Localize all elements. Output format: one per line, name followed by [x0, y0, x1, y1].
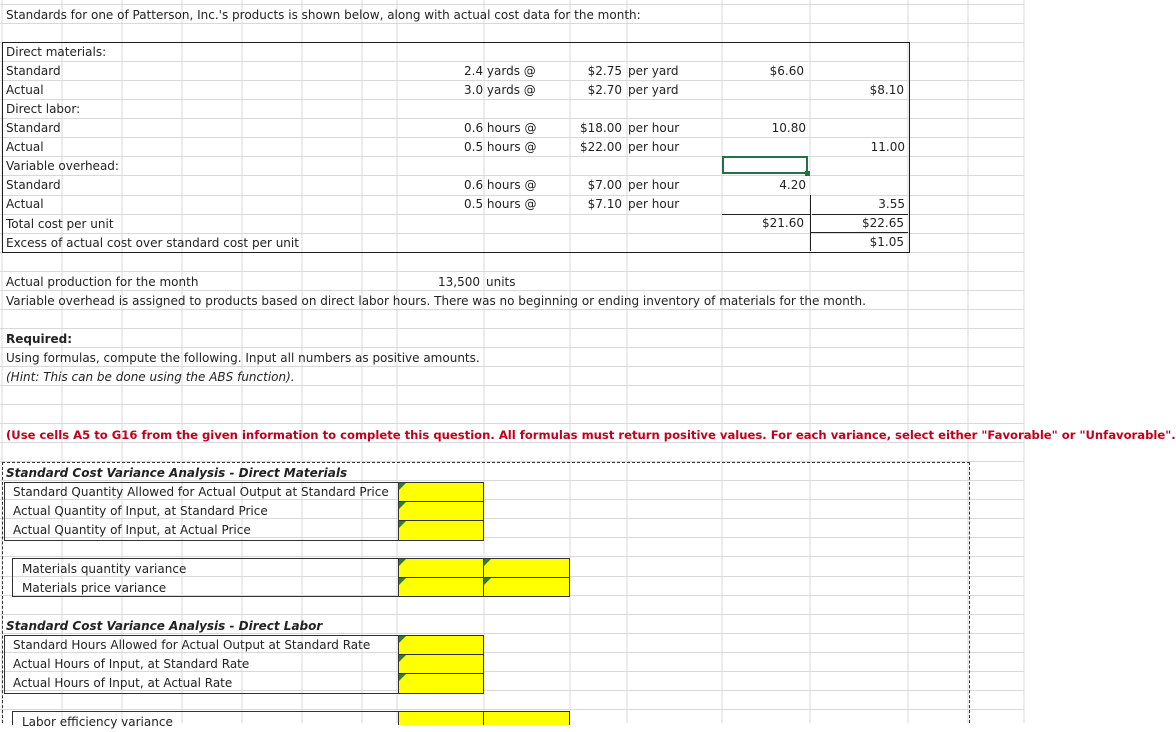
intro-text: Standards for one of Patterson, Inc.'s products is shown below, along with actual cost data for the month:	[6, 8, 641, 22]
materials-quantity-variance-type-select[interactable]	[483, 558, 570, 578]
materials-act-qty-act-price-input[interactable]	[398, 520, 484, 541]
total-act[interactable]: $22.65	[862, 216, 904, 230]
dm-std-price[interactable]: $2.75	[587, 64, 622, 78]
selected-cell[interactable]	[722, 156, 808, 174]
formula-indicator-icon	[484, 578, 491, 585]
labor-efficiency-variance-type-select[interactable]	[483, 711, 570, 725]
production-label: Actual production for the month	[6, 275, 199, 289]
vo-act-unit: per hour	[628, 197, 680, 211]
total-std[interactable]: $21.60	[762, 216, 804, 230]
dm-std-total[interactable]: $6.60	[769, 64, 804, 78]
subtotal-underline-std	[722, 214, 810, 215]
labor-row-act-hours-std-rate: Actual Hours of Input, at Standard Rate	[13, 657, 250, 671]
labor-std-hours-input[interactable]	[398, 635, 484, 655]
dl-std-label: Standard	[6, 121, 61, 135]
formula-indicator-icon	[399, 483, 406, 490]
instruction-text: (Use cells A5 to G16 from the given information to complete this question. All formulas must return positive values. For each variance, select either "Favorable" or "Unfavorable".	[6, 428, 1176, 442]
materials-act-qty-std-price-input[interactable]	[398, 501, 484, 521]
formula-indicator-icon	[399, 636, 406, 643]
formula-indicator-icon	[399, 559, 406, 566]
dm-std-label: Standard	[6, 64, 61, 78]
required-hint: (Hint: This can be done using the ABS function).	[6, 370, 295, 384]
excess-label: Excess of actual cost over standard cost per unit	[6, 236, 299, 250]
vo-std-label: Standard	[6, 178, 61, 192]
materials-row-act-qty-std-price: Actual Quantity of Input, at Standard Price	[13, 504, 268, 518]
vo-act-qty[interactable]: 0.5 hours @	[464, 197, 537, 211]
dl-std-total[interactable]: 10.80	[771, 121, 806, 135]
vo-std-total[interactable]: 4.20	[779, 178, 806, 192]
labor-efficiency-variance-label: Labor efficiency variance	[22, 715, 173, 729]
answer-area-top-border	[2, 462, 970, 463]
dl-act-total[interactable]: 11.00	[870, 140, 905, 154]
materials-quantity-variance-label: Materials quantity variance	[22, 562, 187, 576]
vo-act-label: Actual	[6, 197, 44, 211]
labor-row-act-hours-act-rate: Actual Hours of Input, at Actual Rate	[13, 676, 233, 690]
labor-row-std-hours: Standard Hours Allowed for Actual Output at Standard Rate	[13, 638, 371, 652]
production-unit: units	[486, 275, 516, 289]
vo-std-price[interactable]: $7.00	[587, 178, 622, 192]
formula-indicator-icon	[399, 502, 406, 509]
excess-value[interactable]: $1.05	[869, 235, 904, 249]
vo-act-total[interactable]: 3.55	[878, 197, 905, 211]
fill-handle[interactable]	[805, 171, 810, 176]
dm-act-unit: per yard	[628, 83, 679, 97]
dm-std-unit: per yard	[628, 64, 679, 78]
dl-std-unit: per hour	[628, 121, 680, 135]
labor-efficiency-variance-input[interactable]	[398, 711, 484, 725]
materials-std-qty-input[interactable]	[398, 482, 484, 502]
vo-std-qty[interactable]: 0.6 hours @	[464, 178, 537, 192]
formula-indicator-icon	[484, 559, 491, 566]
dl-std-qty[interactable]: 0.6 hours @	[464, 121, 537, 135]
dm-act-qty[interactable]: 3.0 yards @	[464, 83, 536, 97]
answer-area-right-border	[969, 462, 970, 723]
production-value[interactable]: 13,500	[438, 275, 480, 289]
dl-act-unit: per hour	[628, 140, 680, 154]
vo-heading: Variable overhead:	[6, 159, 119, 173]
required-line: Using formulas, compute the following. Input all numbers as positive amounts.	[6, 351, 480, 365]
dl-act-qty[interactable]: 0.5 hours @	[464, 140, 537, 154]
dm-act-total[interactable]: $8.10	[869, 83, 904, 97]
labor-act-hours-act-rate-input[interactable]	[398, 673, 484, 694]
vo-act-price[interactable]: $7.10	[587, 197, 622, 211]
vo-std-unit: per hour	[628, 178, 680, 192]
required-title: Required:	[6, 332, 73, 346]
formula-indicator-icon	[399, 655, 406, 662]
materials-price-variance-label: Materials price variance	[22, 581, 167, 595]
materials-price-variance-type-select[interactable]	[483, 577, 570, 597]
act-column-left-border	[810, 195, 811, 251]
materials-row-std-qty: Standard Quantity Allowed for Actual Output at Standard Price	[13, 485, 389, 499]
dl-act-price[interactable]: $22.00	[580, 140, 622, 154]
total-bottom-border	[810, 232, 908, 233]
dm-std-qty[interactable]: 2.4 yards @	[464, 64, 536, 78]
materials-row-act-qty-act-price: Actual Quantity of Input, at Actual Price	[13, 523, 251, 537]
answer-area-left-border	[2, 462, 3, 723]
total-label: Total cost per unit	[6, 217, 114, 231]
dm-act-price[interactable]: $2.70	[587, 83, 622, 97]
production-note: Variable overhead is assigned to products based on direct labor hours. There was no beginning or ending inventory of materials for the month.	[6, 294, 866, 308]
dl-heading: Direct labor:	[6, 102, 81, 116]
dm-act-label: Actual	[6, 83, 44, 97]
subtotal-underline-act	[812, 214, 908, 215]
dm-heading: Direct materials:	[6, 45, 107, 59]
formula-indicator-icon	[399, 578, 406, 585]
materials-quantity-variance-input[interactable]	[398, 558, 484, 578]
dl-std-price[interactable]: $18.00	[580, 121, 622, 135]
materials-price-variance-input[interactable]	[398, 577, 484, 597]
formula-indicator-icon	[399, 521, 406, 528]
formula-indicator-icon	[399, 674, 406, 681]
materials-section-title: Standard Cost Variance Analysis - Direct Materials	[6, 466, 348, 480]
labor-section-title: Standard Cost Variance Analysis - Direct Labor	[6, 619, 323, 633]
labor-act-hours-std-rate-input[interactable]	[398, 654, 484, 674]
dl-act-label: Actual	[6, 140, 44, 154]
